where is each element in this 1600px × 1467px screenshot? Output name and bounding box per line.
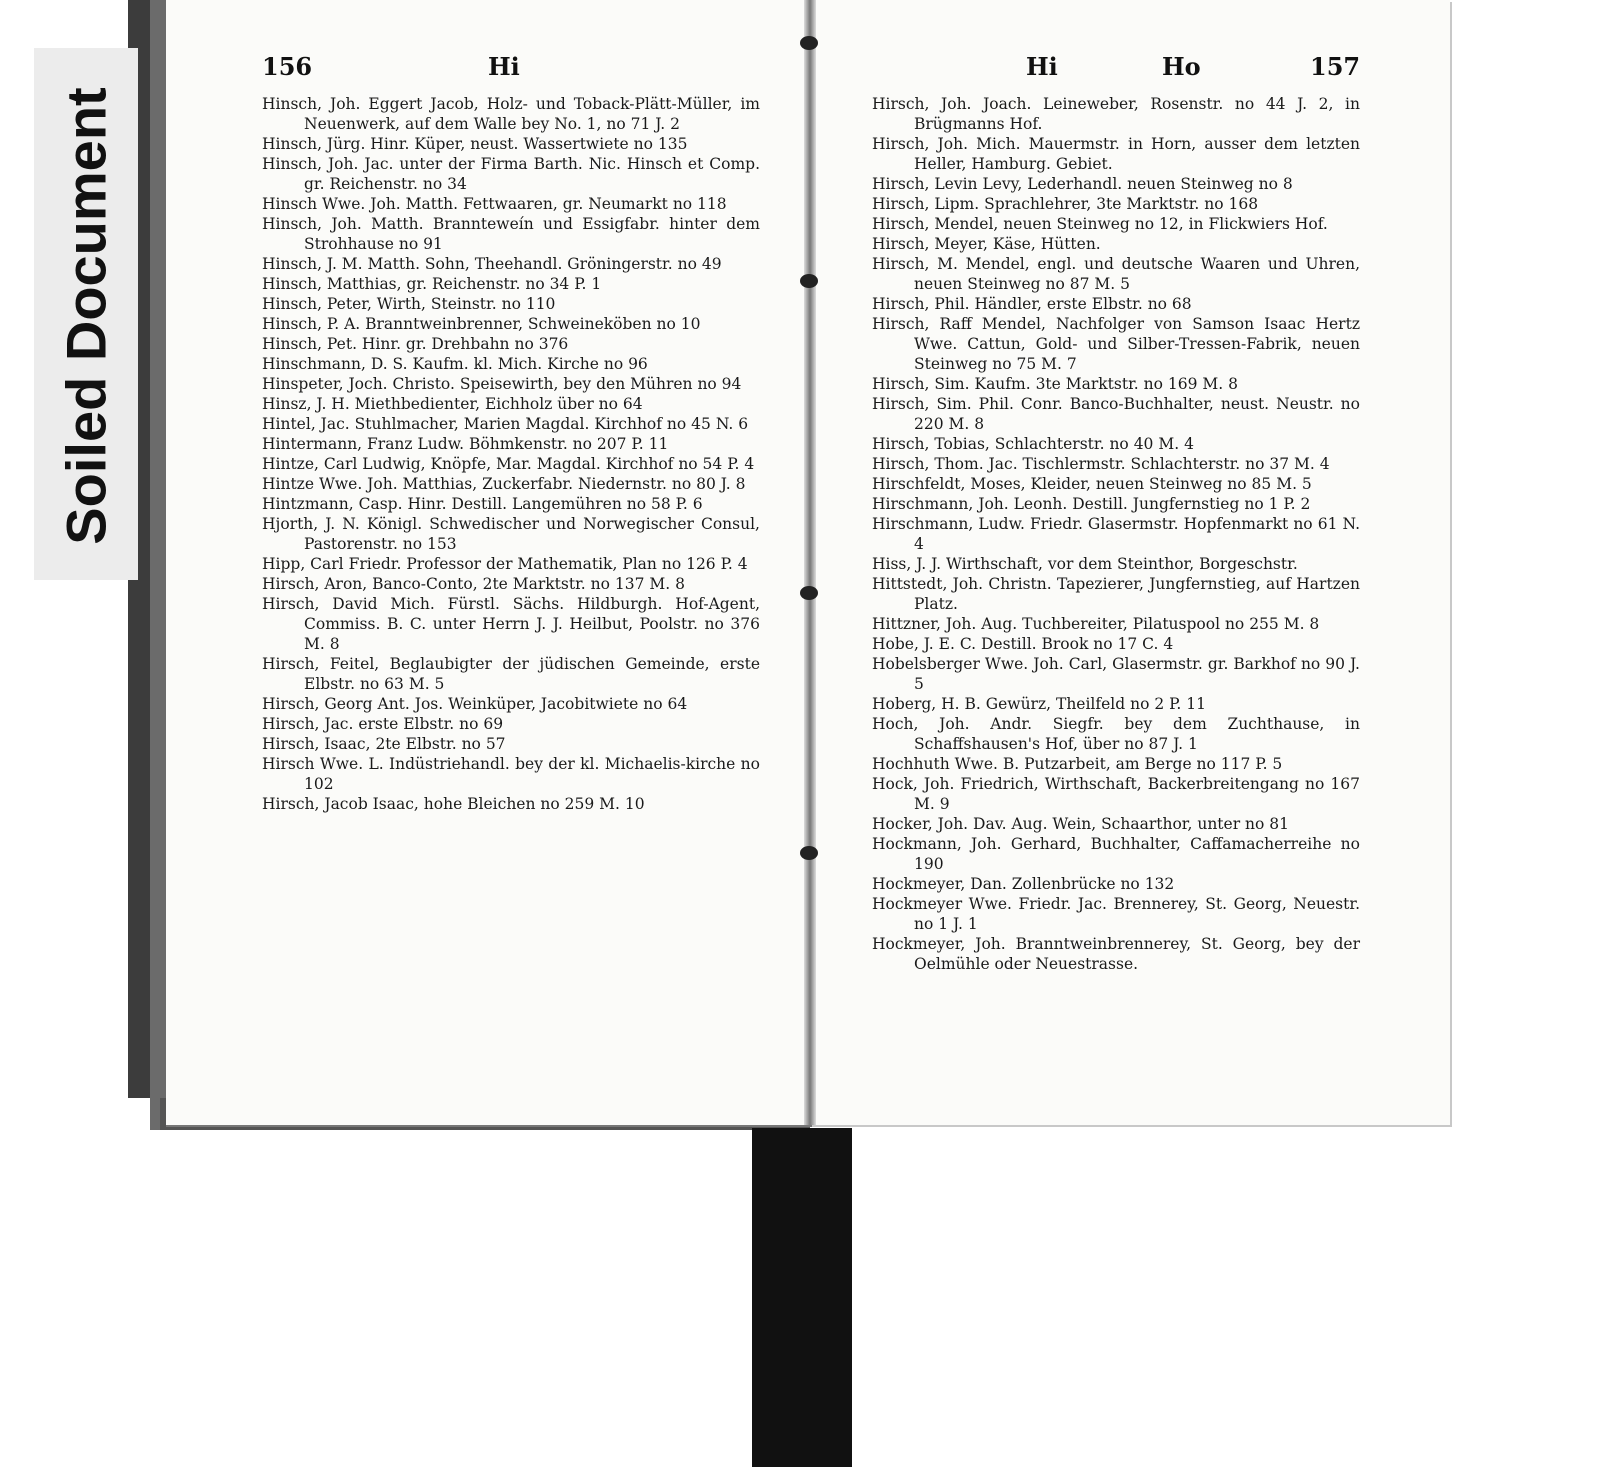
- directory-entry: Hirsch, M. Mendel, engl. und deutsche Waaren und Uhren, neuen Steinweg no 87 M. 5: [872, 255, 1360, 293]
- directory-entry: Hinsch, Jürg. Hinr. Küper, neust. Wassertwiete no 135: [262, 135, 688, 153]
- book-edge-inner: [150, 0, 166, 1130]
- directory-entry: Hirsch, Phil. Händler, erste Elbstr. no 68: [872, 295, 1192, 313]
- directory-entry: Hinsch, Joh. Matth. Brannteweín und Essigfabr. hinter dem Strohhause no 91: [262, 215, 760, 253]
- directory-entry: Hochhuth Wwe. B. Putzarbeit, am Berge no 117 P. 5: [872, 755, 1283, 773]
- binding-thread-mark: [800, 846, 818, 860]
- directory-entry: Hockmeyer, Joh. Branntweinbrennerey, St. Georg, bey der Oelmühle oder Neuestrasse.: [872, 935, 1360, 973]
- directory-entry: Hirsch, Sim. Phil. Conr. Banco-Buchhalter, neust. Neustr. no 220 M. 8: [872, 395, 1360, 433]
- directory-entry: Hinsch, Peter, Wirth, Steinstr. no 110: [262, 295, 556, 313]
- directory-entry: Hirschmann, Joh. Leonh. Destill. Jungfernstieg no 1 P. 2: [872, 495, 1311, 513]
- directory-entry: Hipp, Carl Friedr. Professor der Mathematik, Plan no 126 P. 4: [262, 555, 748, 573]
- directory-entry: Hirsch, David Mich. Fürstl. Sächs. Hildburgh. Hof-Agent, Commiss. B. C. unter Herrn J. J. Heilbut, Poolstr. no 376 M. 8: [262, 595, 760, 653]
- directory-entry: Hinsch, Joh. Eggert Jacob, Holz- und Toback-Plätt-Müller, im Neuenwerk, auf dem Walle bey No. 1, no 71 J. 2: [262, 95, 760, 133]
- directory-entry: Hirsch, Sim. Kaufm. 3te Marktstr. no 169 M. 8: [872, 375, 1238, 393]
- directory-entry: Hinsch, Matthias, gr. Reichenstr. no 34 P. 1: [262, 275, 602, 293]
- book-gutter: [804, 0, 816, 1125]
- directory-entry: Hirsch, Joh. Joach. Leineweber, Rosenstr. no 44 J. 2, in Brügmanns Hof.: [872, 95, 1360, 133]
- binding-thread-mark: [800, 586, 818, 600]
- left-page-number: 156: [262, 52, 313, 81]
- directory-entry: Hirschmann, Ludw. Friedr. Glasermstr. Hopfenmarkt no 61 N. 4: [872, 515, 1360, 553]
- directory-entry: Hirsch, Joh. Mich. Mauermstr. in Horn, ausser dem letzten Heller, Hamburg. Gebiet.: [872, 135, 1360, 173]
- directory-entry: Hock, Joh. Friedrich, Wirthschaft, Backerbreitengang no 167 M. 9: [872, 775, 1360, 813]
- directory-entry: Hirsch, Jacob Isaac, hohe Bleichen no 259 M. 10: [262, 795, 645, 813]
- directory-entry: Hinschmann, D. S. Kaufm. kl. Mich. Kirche no 96: [262, 355, 648, 373]
- binding-thread-mark: [800, 274, 818, 288]
- directory-entry: Hocker, Joh. Dav. Aug. Wein, Schaarthor, unter no 81: [872, 815, 1290, 833]
- directory-entry: Hintermann, Franz Ludw. Böhmkenstr. no 207 P. 11: [262, 435, 669, 453]
- directory-entry: Hintze Wwe. Joh. Matthias, Zuckerfabr. Niedernstr. no 80 J. 8: [262, 475, 746, 493]
- directory-entry: Hobelsberger Wwe. Joh. Carl, Glasermstr. gr. Barkhof no 90 J. 5: [872, 655, 1360, 693]
- directory-entry: Hockmann, Joh. Gerhard, Buchhalter, Caffamacherreihe no 190: [872, 835, 1360, 873]
- directory-entry: Hirsch, Meyer, Käse, Hütten.: [872, 235, 1101, 253]
- directory-entry: Hittstedt, Joh. Christn. Tapezierer, Jungfernstieg, auf Hartzen Platz.: [872, 575, 1360, 613]
- directory-entry: Hinsch, P. A. Branntweinbrenner, Schweineköben no 10: [262, 315, 701, 333]
- directory-entry: Hinsch Wwe. Joh. Matth. Fettwaaren, gr. Neumarkt no 118: [262, 195, 727, 213]
- directory-entry: Hockmeyer Wwe. Friedr. Jac. Brennerey, St. Georg, Neuestr. no 1 J. 1: [872, 895, 1360, 933]
- directory-entry: Hintze, Carl Ludwig, Knöpfe, Mar. Magdal. Kirchhof no 54 P. 4: [262, 455, 755, 473]
- directory-entry: Hoch, Joh. Andr. Siegfr. bey dem Zuchthause, in Schaffshausen's Hof, über no 87 J. 1: [872, 715, 1360, 753]
- right-running-header-start: Hi: [1026, 52, 1058, 81]
- directory-entry: Hinspeter, Joch. Christo. Speisewirth, bey den Mühren no 94: [262, 375, 742, 393]
- directory-entry: Hintzmann, Casp. Hinr. Destill. Langemühren no 58 P. 6: [262, 495, 703, 513]
- directory-entry: Hirschfeldt, Moses, Kleider, neuen Steinweg no 85 M. 5: [872, 475, 1312, 493]
- directory-entry: Hittzner, Joh. Aug. Tuchbereiter, Pilatuspool no 255 M. 8: [872, 615, 1320, 633]
- directory-entry: Hinsch, Pet. Hinr. gr. Drehbahn no 376: [262, 335, 569, 353]
- directory-entry: Hirsch, Tobias, Schlachterstr. no 40 M. 4: [872, 435, 1194, 453]
- directory-entry: Hirsch, Jac. erste Elbstr. no 69: [262, 715, 504, 733]
- black-strip: [752, 1128, 852, 1467]
- directory-entry: Hirsch, Lipm. Sprachlehrer, 3te Marktstr. no 168: [872, 195, 1259, 213]
- directory-entry: Hinsch, J. M. Matth. Sohn, Theehandl. Gröningerstr. no 49: [262, 255, 722, 273]
- directory-entry: Hirsch, Raff Mendel, Nachfolger von Samson Isaac Hertz Wwe. Cattun, Gold- und Silber-Tressen-Fabrik, neuen Steinweg no 75 M. 7: [872, 315, 1360, 373]
- directory-entry: Hintel, Jac. Stuhlmacher, Marien Magdal. Kirchhof no 45 N. 6: [262, 415, 749, 433]
- directory-entry: Hockmeyer, Dan. Zollenbrücke no 132: [872, 875, 1175, 893]
- directory-entry: Hirsch, Feitel, Beglaubigter der jüdischen Gemeinde, erste Elbstr. no 63 M. 5: [262, 655, 760, 693]
- directory-entry: Hirsch, Aron, Banco-Conto, 2te Marktstr. no 137 M. 8: [262, 575, 685, 593]
- directory-entry: Hiss, J. J. Wirthschaft, vor dem Steinthor, Borgeschstr.: [872, 555, 1298, 573]
- directory-entry: Hinsch, Joh. Jac. unter der Firma Barth. Nic. Hinsch et Comp. gr. Reichenstr. no 34: [262, 155, 760, 193]
- binding-thread-mark: [800, 36, 818, 50]
- directory-entry: Hirsch, Georg Ant. Jos. Weinküper, Jacobitwiete no 64: [262, 695, 688, 713]
- directory-entry: Hinsz, J. H. Miethbedienter, Eichholz über no 64: [262, 395, 643, 413]
- directory-entry: Hirsch, Isaac, 2te Elbstr. no 57: [262, 735, 506, 753]
- left-running-header: Hi: [488, 52, 520, 81]
- right-entry-list: [872, 94, 1360, 974]
- directory-entry: Hjorth, J. N. Königl. Schwedischer und Norwegischer Consul, Pastorenstr. no 153: [262, 515, 760, 553]
- right-page-number: 157: [1310, 52, 1361, 81]
- directory-entry: Hirsch, Mendel, neuen Steinweg no 12, in Flickwiers Hof.: [872, 215, 1328, 233]
- right-running-header-end: Ho: [1162, 52, 1201, 81]
- left-entry-list: [262, 94, 760, 814]
- directory-entry: Hirsch, Thom. Jac. Tischlermstr. Schlachterstr. no 37 M. 4: [872, 455, 1330, 473]
- directory-entry: Hirsch, Levin Levy, Lederhandl. neuen Steinweg no 8: [872, 175, 1293, 193]
- directory-entry: Hoberg, H. B. Gewürz, Theilfeld no 2 P. 11: [872, 695, 1206, 713]
- directory-entry: Hirsch Wwe. L. Indüstriehandl. bey der kl. Michaelis-kirche no 102: [262, 755, 760, 793]
- overlay-label: Soiled Document: [54, 87, 118, 545]
- directory-entry: Hobe, J. E. C. Destill. Brook no 17 C. 4: [872, 635, 1174, 653]
